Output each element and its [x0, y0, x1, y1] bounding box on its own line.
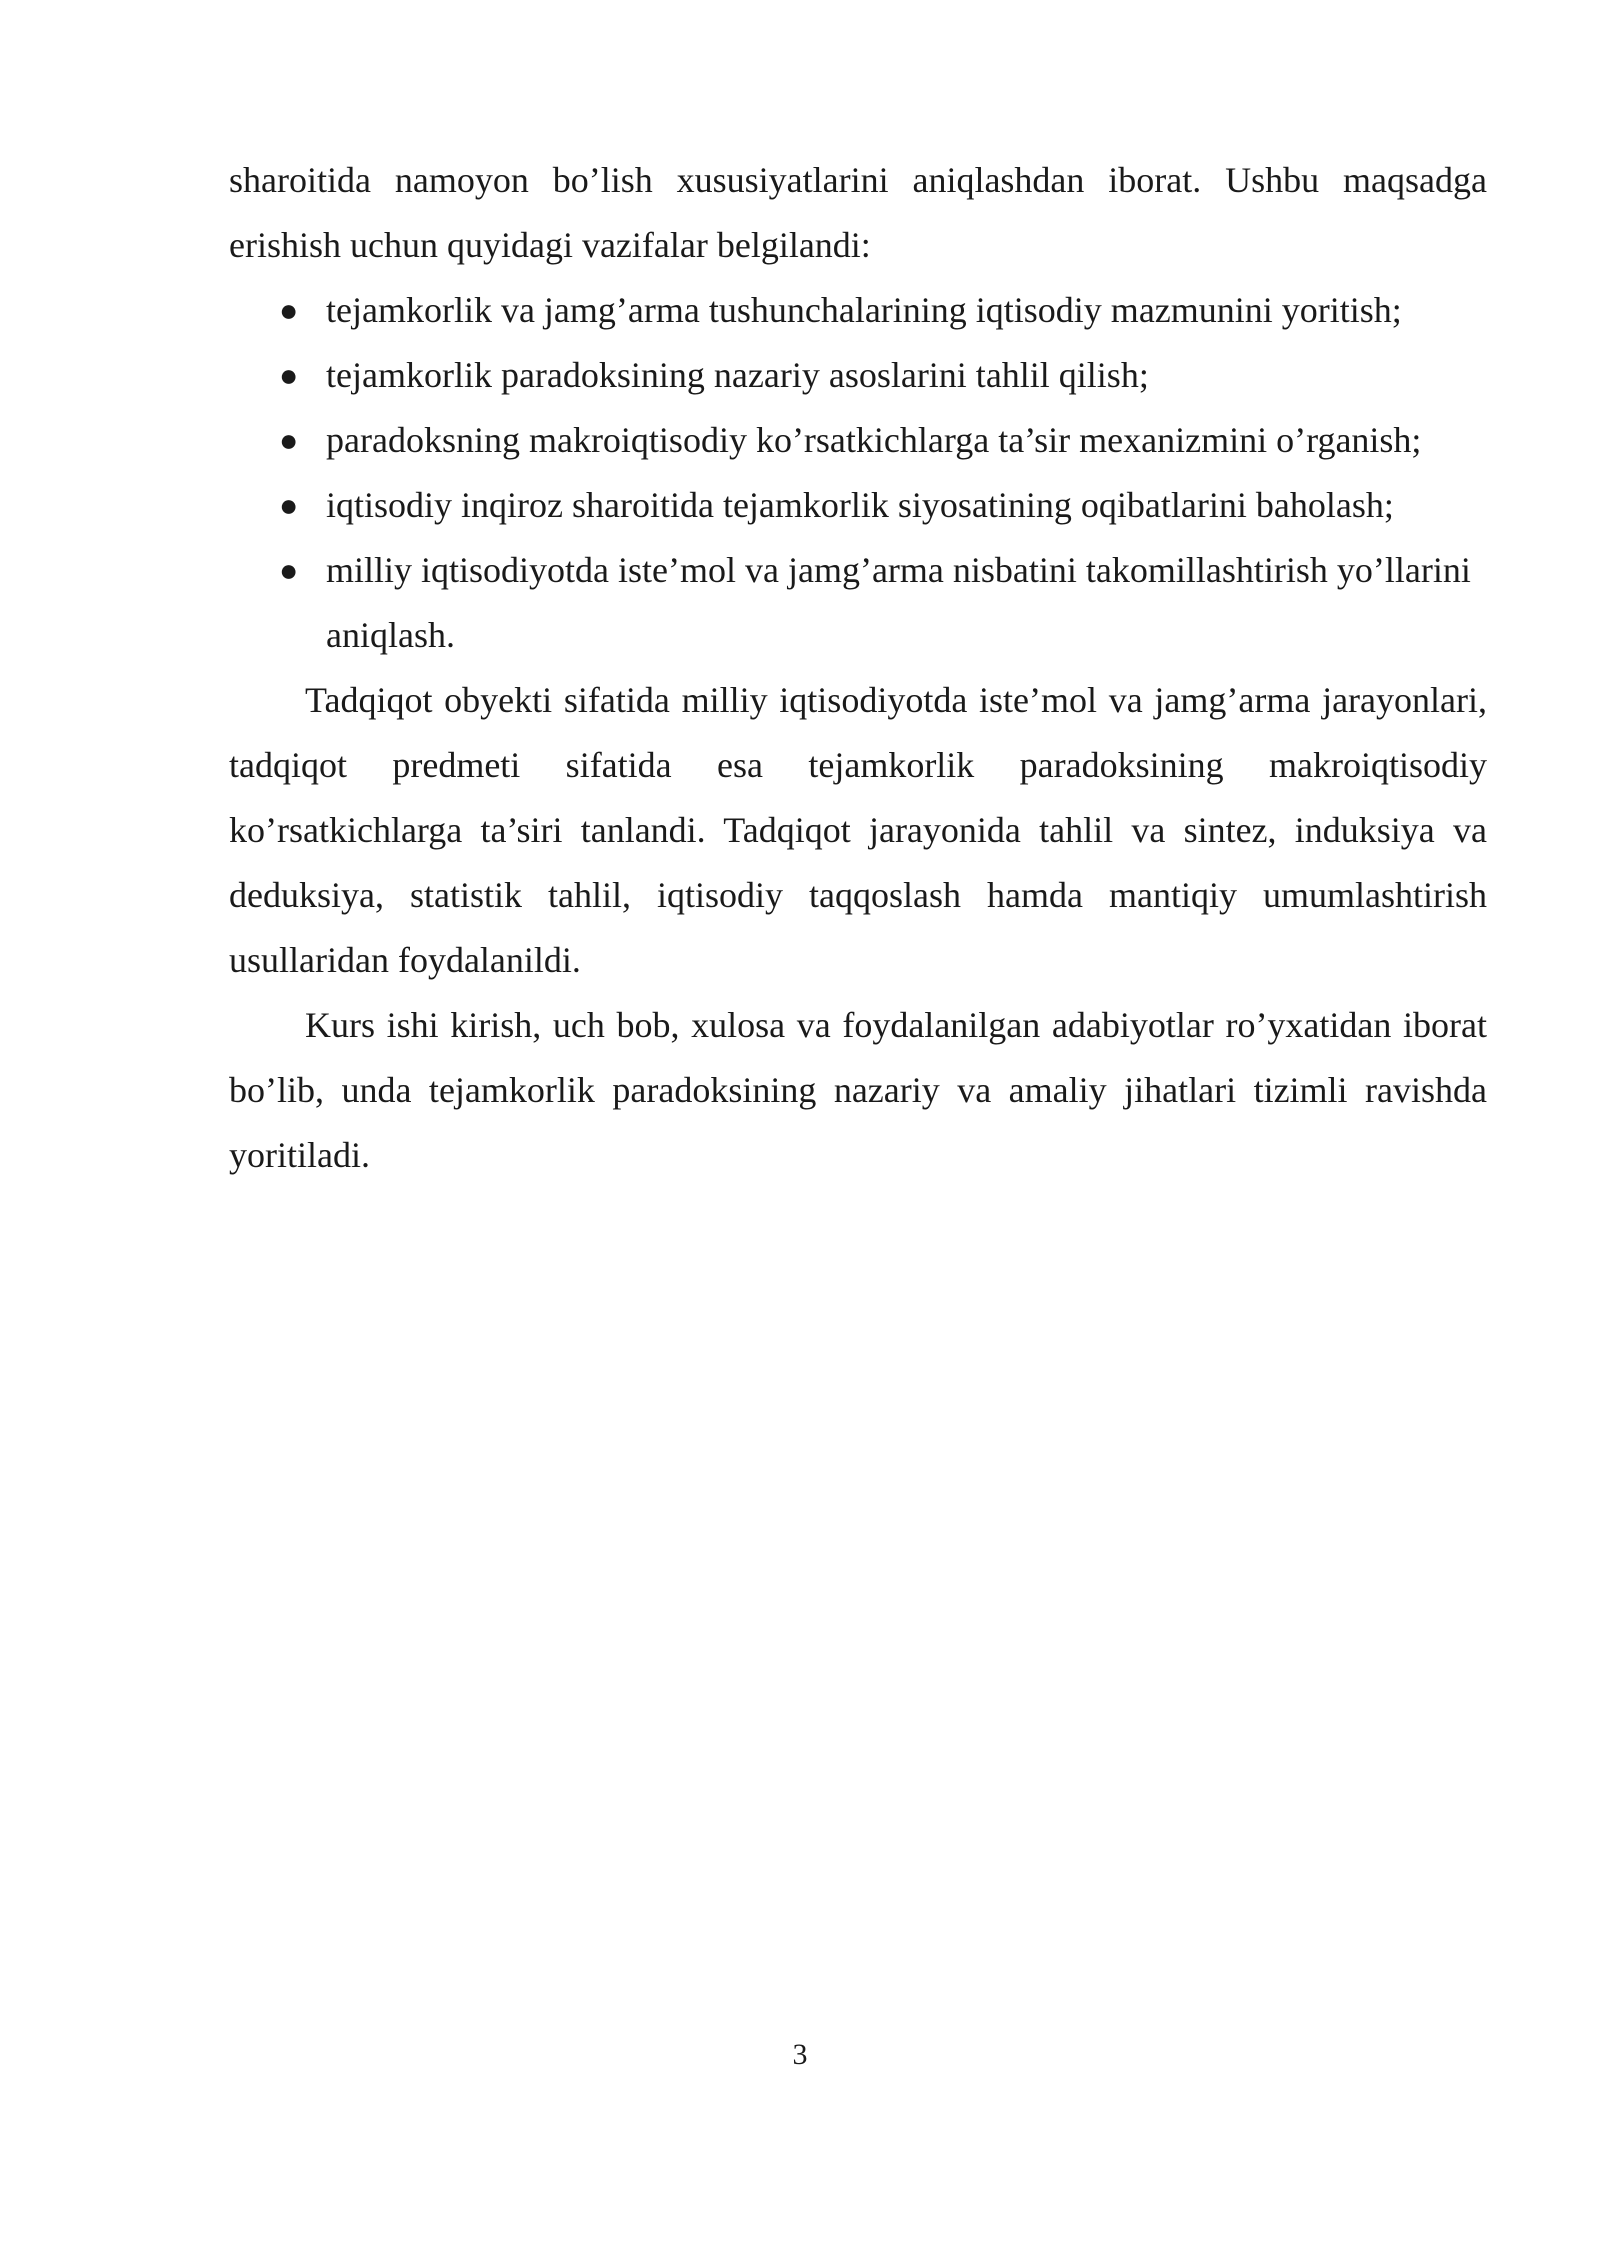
list-item [229, 343, 1487, 408]
list-item-text: tejamkorlik va jamg’arma tushunchalarining iqtisodiy mazmunini yoritish; [326, 290, 1402, 330]
bullet-icon: ● [279, 552, 299, 588]
list-item [229, 538, 1487, 668]
list-item-text: milliy iqtisodiyotda iste’mol va jamg’arma nisbatini takomillashtirish yo’llarini aniqlash. [326, 550, 1471, 655]
list-item-text: tejamkorlik paradoksining nazariy asoslarini tahlil qilish; [326, 355, 1149, 395]
task-list [229, 278, 1487, 668]
bullet-icon: ● [279, 292, 299, 328]
page-number: 3 [792, 2038, 808, 2071]
list-item-text: paradoksning makroiqtisodiy ko’rsatkichlarga ta’sir mexanizmini o’rganish; [326, 420, 1422, 460]
research-object-paragraph: Tadqiqot obyekti sifatida milliy iqtisodiyotda iste’mol va jamg’arma jarayonlari, tadqiqot predmeti sifatida esa tejamkorlik paradoksining makroiqtisodiy ko’rsatkichlarga ta’siri tanlandi. Tadqiqot jarayonida tahlil va sintez, induksiya va deduksiya, statistik tahlil, iqtisodiy taqqoslash hamda mantiqiy umumlashtirish usullaridan foydalanildi. [229, 680, 1487, 980]
bullet-icon: ● [279, 357, 299, 393]
list-item-text: iqtisodiy inqiroz sharoitida tejamkorlik siyosatining oqibatlarini baholash; [326, 485, 1394, 525]
structure-paragraph: Kurs ishi kirish, uch bob, xulosa va foydalanilgan adabiyotlar ro’yxatidan iborat bo’lib, unda tejamkorlik paradoksining nazariy va amaliy jihatlari tizimli ravishda yoritiladi. [229, 1005, 1487, 1175]
intro-paragraph: sharoitida namoyon bo’lish xususiyatlarini aniqlashdan iborat. Ushbu maqsadga erishish uchun quyidagi vazifalar belgilandi: [229, 160, 1487, 265]
bullet-icon: ● [279, 422, 299, 458]
list-item [229, 473, 1487, 538]
bullet-icon: ● [279, 487, 299, 523]
list-item [229, 278, 1487, 343]
list-item [229, 408, 1487, 473]
body-text [229, 148, 1487, 1188]
